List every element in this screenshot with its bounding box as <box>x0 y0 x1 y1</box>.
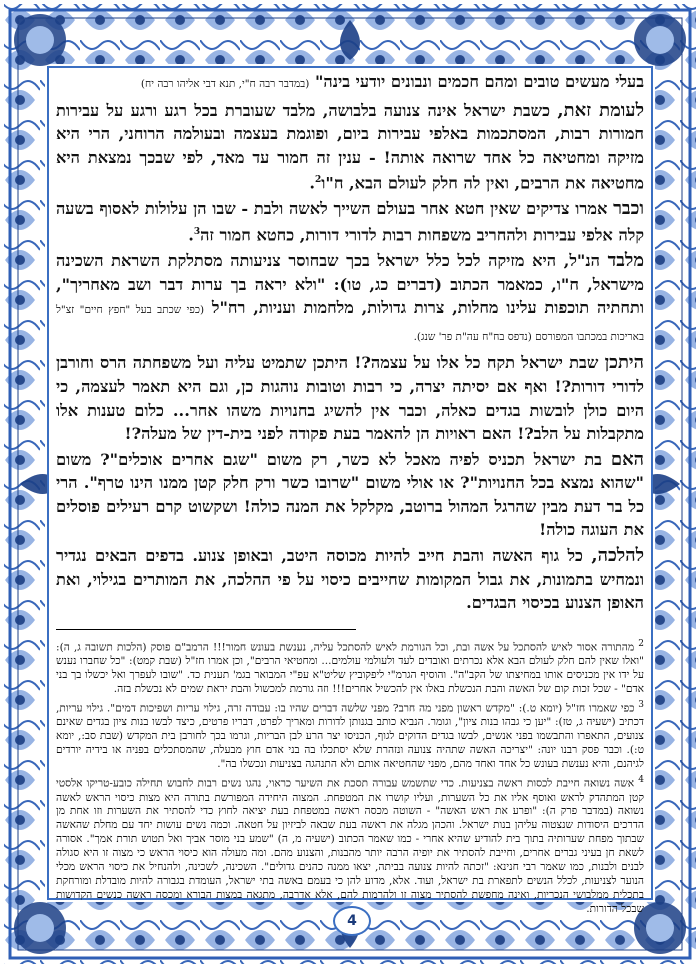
paragraph-2: לעומת זאת, כשבת ישראל אינה צנועה בלבושה, מלבד שעוברת בכל רגע ורגע על עבירות חמורות רבות, המסתכמות באלפי עבירות ביום, ופוגמת בעצמה ובעולמה הרוחני, הרי היא מזיקה ומחטיאה כל אחד שרואה אותה! - ענין זה חמור עד מאד, לפי שבכך נמצאת היא מחטיאה את הרבים, ואין לה חלק לעולם הבא, ח"ו$^2$. <box>56 99 644 193</box>
page-number: 4 <box>333 906 371 936</box>
footnote-4: $^4$ אשה נשואה חייבת לכסות ראשה בצניעות. כדי שתשמש עבורה תסכת את השיער כראוי, נהגו נשים רבות לחבוש תחילה כובע-טריקו אלסטי קטן המתהדק לראש ואוסף אליו את כל השערות, ועליו קושרו את המטפחת. המצוה היחידה המפורשת בתורה היא מצות כיסוי הראש לאשה נשואה (במדבר פרק ה): "ופרע את ראש האשה" - השוטה מכסה ראשה במטפחת בעת יציאה לחוץ כדי להסתיר את השערות וזו אחת מן הדרכים היסודות שנצטוה עליהן בנות ישראל. והכהן מגלה את ראשה בעת שבאה לביזיון על חטאה. וכמה נשים עושות יחד עם מחלת שהאשה שבתוך מפחת שערותיה בתוך בית להודיע שהיא אחרי - כמו שאמר הכתוב (ישעיה מ, ה) "שמע בני מוסר אביך ואל תטוש תורת אמך". אסורה לשאת חן בעיני גברים אחרים, וחייבת להסתיר את יופיה הרבה יותר מהבנות, והצנוע מהם. ומה מעולה הוא כיסוי הראש כי מצוה זו היא סגולה לבנים ולבנות, כמו שאמר רבי חנינא: "זכתה להיות צנועה בביתה, יצאו ממנה כהנים גדולים". השכינה, לשכינה, ולהנחיל את כיסוי הראש מכלי הנוער לצניעות, לכלל הנשים לתפארת בת ישראל, ועוד. אלא, מדוע להן כי בעמם באשה בתי ישראל, העומדת בגבורה להיות מובדלת ומורחקת בתכלית ממלבושי הנכריות, ואינה מחפשת להסתיר מצוה זו ולהרמות להם, אלא אדרבה, מתגאה במצות הבורא ומכסה ראשה כנשים הקדושות שבכל הדורות. <box>56 775 645 915</box>
paragraph-1: בעלי מעשים טובים ומהם חכמים ונבונים יודעי בינה" (במדבר רבה ח"י, תנא דבי אליהו רבה יח) <box>140 72 644 91</box>
footnote-2: $^2$ מהתורה אסור לאיש להסתכל על אשה ובת, וכל הגורמת לאיש להסתכל עליה, נענשת בעונש חמור!!! הרמב"ם פוסק (הלכות תשובה ג, ה): "ואלו שאין להם חלק לעולם הבא אלא נכרתים ואובדים לעד ולעולמי עולמים... ומחטיאי הרבים", וכן אמרו חז"ל (שבת קמט): "כל שחברו נענש על ידו אין מכניסים אותו במחיצתו של הקב"ה". והוסיף הגרמ"י ליפקוביץ שליט"א עפ"י המבואר בגמ' תענית כד. "שובו לעפרך ואל יכשלו בך בני אדם" - שכל זכות קום של האשה והבת הנכשלת באלו אין להכשיל אחרים!!! וזה גורמת למכשול והבת יראת שמים לא נכשלת בזה. <box>56 638 644 696</box>
article-body <box>56 70 645 915</box>
footnote-3: $^3$ כפי שאמרו חז"ל (יומא ט.): "מקדש ראשון מפני מה חרב? מפני שלשה דברים שהיו בו: עבודה זרה, גילוי עריות ושפיכות דמים". גילוי עריות, דכתיב (ישעיה ג, טז): "יען כי גבהו בנות ציון", וגומר. הנביא כותב בגנותן לדורות ומאריך לפרט, דבריו פרטים, כיצד לבשו בנות ציון בגדים שאינם צנועים, התאפרו והתבשמו בפני אנשים, לבשו בגדים הדוקים לגוף, הכניסו יצר הרע לבן הבריות, וגרמו בכך לחורבן בית המקדש (שבת סב:, יומא ט:). וכבר פסק רבנו יונה: "יצריכה האשה שתהיה צנועה ונזהרת שלא יסתכלו בה בני אדם חוץ מבעלה, שהמסתכלים בפניה או בידיה יורדים לגיהנם, והיא נענשת בעונש כל אחד ואחד מהם, מפני שהחטיאה אותם ולא התנהגה בצניעות ונכשלו בה". <box>56 700 644 771</box>
paragraph-6: האם בת ישראל תכניס לפיה מאכל לא כשר, רק משום "שגם אחרים אוכלים"? משום "שהוא נמצא בכל החנויות"? או אולי משום "שרובו כשר ורק חלק קטן ממנו הינו טרף". הרי כל בר דעת מבין שהרגל המהול ברוטב, מקלקל את המנה כולה! ושקשוט קרם רעילים פוסלים את העוגה כולה! <box>56 448 644 540</box>
footnote-separator <box>56 629 356 630</box>
paragraph-3: וכבר אמרו צדיקים שאין חטא אחר בעולם השייך לאשה ולבת - שבו הן עלולות לאסוף בשעה קלה אלפי עבירות ולהחריב משפחות רבות לדורי דורות, כחטא חמור זה$^3$. <box>56 198 644 245</box>
paragraph-4: מלבד הנ"ל, היא מזיקה לכל כלל ישראל בכך שבחוסר צניעותה מסתלקת השראת השכינה מישראל, ח"ו, כמאמר הכתוב (דברים כג, טו): "ולא יראה בך ערות דבר ושב מאחריך", ותחתיה תוכפות עלינו מחלות, צרות גדולות, מלחמות ועניות, רח"ל (כפי שכתב בעל "חפץ חיים" זצ"ל באריכות במכתבו המפורסם (נדפס בח"ח עה"ת פר' שנג). <box>56 249 644 343</box>
paragraph-7: להלכה, כל גוף האשה והבת חייב להיות מכוסה היטב, ובאופן צנוע. בדפים הבאים נגדיר ונמחיש בתמונות, את גבול המקומות שחייבים כיסוי על פי ההלכה, את המותרים בגילוי, ואת האופן הצנוע בכיסוי הבגדים. <box>56 545 644 613</box>
paragraph-5: היתכן שבת ישראל תקח כל אלו על עצמה?! היתכן שתמיט עליה ועל משפחתה הרס וחורבן לדורי דורות?! ואף אם יסיתה יצרה, כי רבות וטובות נוהגות כן, וגם היא תאמר לעצמה, כי היום כולן לובשות בגדים כאלה, וכבר אין להשיג בחנויות משהו אחר... כלום טענות אלו מתקבלות על הלב?! האם ראויות הן להאמר בעת פקודה לפני בית-דין של מעלה?! <box>56 352 644 444</box>
